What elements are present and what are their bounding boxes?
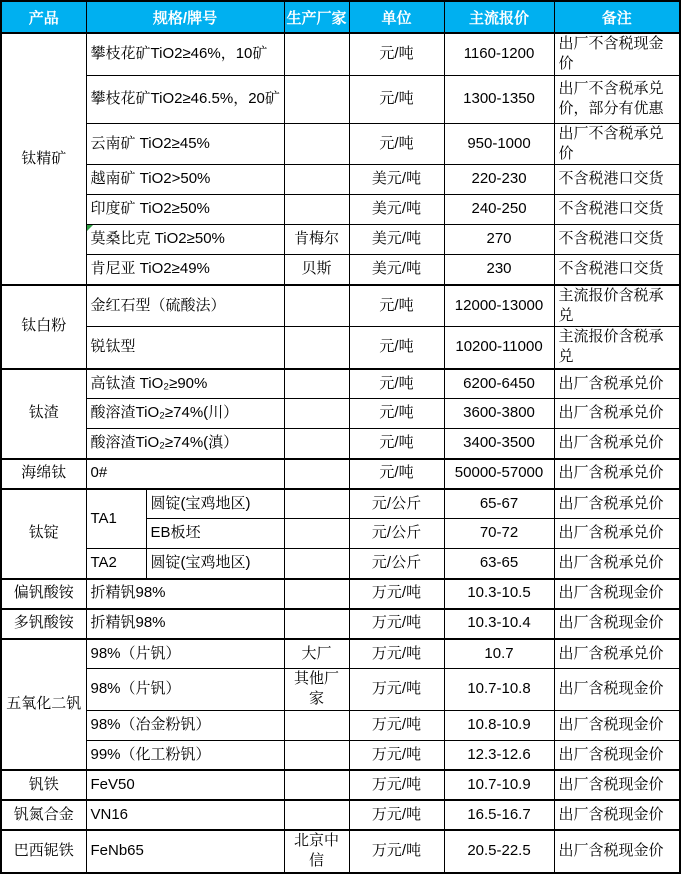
product-cell: 海绵钛: [1, 459, 86, 489]
manufacturer-cell: 贝斯: [284, 255, 349, 285]
table-row: [1, 549, 680, 579]
note-cell: 出厂含税承兑价: [554, 399, 680, 429]
manufacturer-cell: [284, 770, 349, 800]
price-cell: 20.5-22.5: [444, 830, 554, 873]
table-row: [1, 459, 680, 489]
unit-cell: 元/吨: [349, 429, 444, 459]
unit-cell: 美元/吨: [349, 195, 444, 225]
unit-cell: 万元/吨: [349, 770, 444, 800]
table-row: [1, 369, 680, 399]
unit-cell: 万元/吨: [349, 609, 444, 639]
price-cell: 240-250: [444, 195, 554, 225]
manufacturer-cell: [284, 609, 349, 639]
note-cell: 出厂含税承兑价: [554, 639, 680, 669]
product-cell: 钛白粉: [1, 285, 86, 369]
header-spec: 规格/牌号: [86, 1, 284, 33]
table-row: [1, 399, 680, 429]
manufacturer-cell: 大厂: [284, 639, 349, 669]
note-cell: 出厂含税现金价: [554, 740, 680, 770]
spec-cell: 莫桑比克 TiO2≥50%: [86, 225, 284, 255]
price-cell: 10.7: [444, 639, 554, 669]
note-cell: 主流报价含税承兑: [554, 285, 680, 327]
product-cell: 钛精矿: [1, 33, 86, 285]
price-cell: 950-1000: [444, 123, 554, 165]
table-row: [1, 225, 680, 255]
spec-cell: 98%（片钒）: [86, 669, 284, 711]
header-unit: 单位: [349, 1, 444, 33]
product-cell: 钒氮合金: [1, 800, 86, 830]
spec-cell: 印度矿 TiO2≥50%: [86, 195, 284, 225]
unit-cell: 元/吨: [349, 459, 444, 489]
table-row: [1, 327, 680, 369]
price-cell: 1160-1200: [444, 33, 554, 75]
unit-cell: 元/吨: [349, 33, 444, 75]
manufacturer-cell: [284, 579, 349, 609]
unit-cell: 元/吨: [349, 327, 444, 369]
unit-cell: 元/公斤: [349, 519, 444, 549]
manufacturer-cell: [284, 710, 349, 740]
product-cell: 钒铁: [1, 770, 86, 800]
spec-cell: 99%（化工粉钒）: [86, 740, 284, 770]
manufacturer-cell: [284, 519, 349, 549]
manufacturer-cell: [284, 75, 349, 123]
product-cell: 偏钒酸铵: [1, 579, 86, 609]
note-cell: 出厂含税现金价: [554, 830, 680, 873]
table-row: [1, 710, 680, 740]
table-row: [1, 165, 680, 195]
unit-cell: 元/吨: [349, 75, 444, 123]
unit-cell: 元/公斤: [349, 549, 444, 579]
product-cell: 巴西铌铁: [1, 830, 86, 873]
note-cell: 出厂含税现金价: [554, 669, 680, 711]
spec-cell: 98%（片钒）: [86, 639, 284, 669]
note-cell: 出厂含税承兑价: [554, 489, 680, 519]
manufacturer-cell: [284, 489, 349, 519]
unit-cell: 万元/吨: [349, 800, 444, 830]
manufacturer-cell: [284, 33, 349, 75]
unit-cell: 万元/吨: [349, 740, 444, 770]
header-note: 备注: [554, 1, 680, 33]
price-cell: 65-67: [444, 489, 554, 519]
note-cell: 出厂含税现金价: [554, 579, 680, 609]
table-row: [1, 285, 680, 327]
spec-cell: 折精钒98%: [86, 609, 284, 639]
table-row: [1, 830, 680, 873]
price-cell: 50000-57000: [444, 459, 554, 489]
spec-cell: FeV50: [86, 770, 284, 800]
table-row: [1, 195, 680, 225]
unit-cell: 元/吨: [349, 123, 444, 165]
spec-cell: 98%（冶金粉钒）: [86, 710, 284, 740]
spec-cell: 锐钛型: [86, 327, 284, 369]
note-cell: 主流报价含税承兑: [554, 327, 680, 369]
table-body: [1, 33, 680, 873]
manufacturer-cell: [284, 369, 349, 399]
note-cell: 不含税港口交货: [554, 195, 680, 225]
note-cell: 出厂不含税现金价: [554, 33, 680, 75]
note-cell: 出厂含税承兑价: [554, 459, 680, 489]
spec-cell: FeNb65: [86, 830, 284, 873]
spec-cell: 圆锭(宝鸡地区): [146, 489, 284, 519]
spec-cell: 圆锭(宝鸡地区): [146, 549, 284, 579]
manufacturer-cell: 其他厂家: [284, 669, 349, 711]
manufacturer-cell: [284, 429, 349, 459]
unit-cell: 美元/吨: [349, 225, 444, 255]
manufacturer-cell: [284, 740, 349, 770]
spec-cell: 折精钒98%: [86, 579, 284, 609]
spec-cell: 攀枝花矿TiO2≥46%，10矿: [86, 33, 284, 75]
unit-cell: 元/吨: [349, 285, 444, 327]
note-cell: 出厂含税承兑价: [554, 429, 680, 459]
price-cell: 10.3-10.5: [444, 579, 554, 609]
table-row: [1, 770, 680, 800]
price-cell: 70-72: [444, 519, 554, 549]
price-cell: 3400-3500: [444, 429, 554, 459]
table-row: [1, 639, 680, 669]
product-cell: 钛锭: [1, 489, 86, 579]
note-cell: 出厂含税现金价: [554, 770, 680, 800]
header-row: [1, 1, 680, 33]
unit-cell: 万元/吨: [349, 830, 444, 873]
note-cell: 出厂含税承兑价: [554, 549, 680, 579]
note-cell: 出厂含税现金价: [554, 609, 680, 639]
spec-cell: VN16: [86, 800, 284, 830]
spec-cell: 云南矿 TiO2≥45%: [86, 123, 284, 165]
manufacturer-cell: 北京中信: [284, 830, 349, 873]
note-cell: 不含税港口交货: [554, 225, 680, 255]
manufacturer-cell: 肯梅尔: [284, 225, 349, 255]
unit-cell: 元/公斤: [349, 489, 444, 519]
price-cell: 10.7-10.8: [444, 669, 554, 711]
table-row: [1, 740, 680, 770]
unit-cell: 万元/吨: [349, 639, 444, 669]
price-cell: 220-230: [444, 165, 554, 195]
table-row: [1, 123, 680, 165]
table-row: [1, 429, 680, 459]
table-row: [1, 75, 680, 123]
product-cell: 钛渣: [1, 369, 86, 459]
manufacturer-cell: [284, 123, 349, 165]
header-product: 产品: [1, 1, 86, 33]
note-cell: 出厂不含税承兑价，部分有优惠: [554, 75, 680, 123]
spec-cell: 攀枝花矿TiO2≥46.5%，20矿: [86, 75, 284, 123]
spec-cell: EB板坯: [146, 519, 284, 549]
table-row: [1, 489, 680, 519]
manufacturer-cell: [284, 195, 349, 225]
unit-cell: 美元/吨: [349, 165, 444, 195]
header-price: 主流报价: [444, 1, 554, 33]
cell-flag-triangle-icon: [87, 225, 93, 231]
note-cell: 出厂含税现金价: [554, 710, 680, 740]
table-row: [1, 800, 680, 830]
price-cell: 10.8-10.9: [444, 710, 554, 740]
price-cell: 270: [444, 225, 554, 255]
table-row: [1, 579, 680, 609]
note-cell: 出厂不含税承兑价: [554, 123, 680, 165]
price-cell: 3600-3800: [444, 399, 554, 429]
spec-cell: 金红石型（硫酸法）: [86, 285, 284, 327]
unit-cell: 元/吨: [349, 399, 444, 429]
table-row: [1, 255, 680, 285]
spec-cell: 越南矿 TiO2>50%: [86, 165, 284, 195]
note-cell: 不含税港口交货: [554, 165, 680, 195]
price-cell: 63-65: [444, 549, 554, 579]
unit-cell: 万元/吨: [349, 669, 444, 711]
header-manufacturer: 生产厂家: [284, 1, 349, 33]
spec-cell: 酸溶渣TiO₂≥74%(川）: [86, 399, 284, 429]
price-cell: 12000-13000: [444, 285, 554, 327]
spec-cell: 0#: [86, 459, 284, 489]
spec-grade-cell: TA2: [86, 549, 146, 579]
manufacturer-cell: [284, 459, 349, 489]
spec-cell: 肯尼亚 TiO2≥49%: [86, 255, 284, 285]
price-cell: 1300-1350: [444, 75, 554, 123]
product-cell: 五氧化二钒: [1, 639, 86, 771]
manufacturer-cell: [284, 549, 349, 579]
price-cell: 10.7-10.9: [444, 770, 554, 800]
manufacturer-cell: [284, 285, 349, 327]
manufacturer-cell: [284, 800, 349, 830]
table-row: [1, 609, 680, 639]
unit-cell: 万元/吨: [349, 710, 444, 740]
note-cell: 不含税港口交货: [554, 255, 680, 285]
price-cell: 10200-11000: [444, 327, 554, 369]
note-cell: 出厂含税承兑价: [554, 519, 680, 549]
manufacturer-cell: [284, 399, 349, 429]
table-header: [1, 1, 680, 33]
unit-cell: 万元/吨: [349, 579, 444, 609]
spec-cell: 高钛渣 TiO₂≥90%: [86, 369, 284, 399]
spec-cell: 酸溶渣TiO₂≥74%(滇）: [86, 429, 284, 459]
price-cell: 230: [444, 255, 554, 285]
note-cell: 出厂含税现金价: [554, 800, 680, 830]
unit-cell: 元/吨: [349, 369, 444, 399]
price-cell: 6200-6450: [444, 369, 554, 399]
price-cell: 10.3-10.4: [444, 609, 554, 639]
manufacturer-cell: [284, 327, 349, 369]
price-cell: 16.5-16.7: [444, 800, 554, 830]
table-row: [1, 33, 680, 75]
manufacturer-cell: [284, 165, 349, 195]
table-row: [1, 669, 680, 711]
note-cell: 出厂含税承兑价: [554, 369, 680, 399]
price-cell: 12.3-12.6: [444, 740, 554, 770]
product-cell: 多钒酸铵: [1, 609, 86, 639]
spec-grade-cell: TA1: [86, 489, 146, 549]
unit-cell: 美元/吨: [349, 255, 444, 285]
